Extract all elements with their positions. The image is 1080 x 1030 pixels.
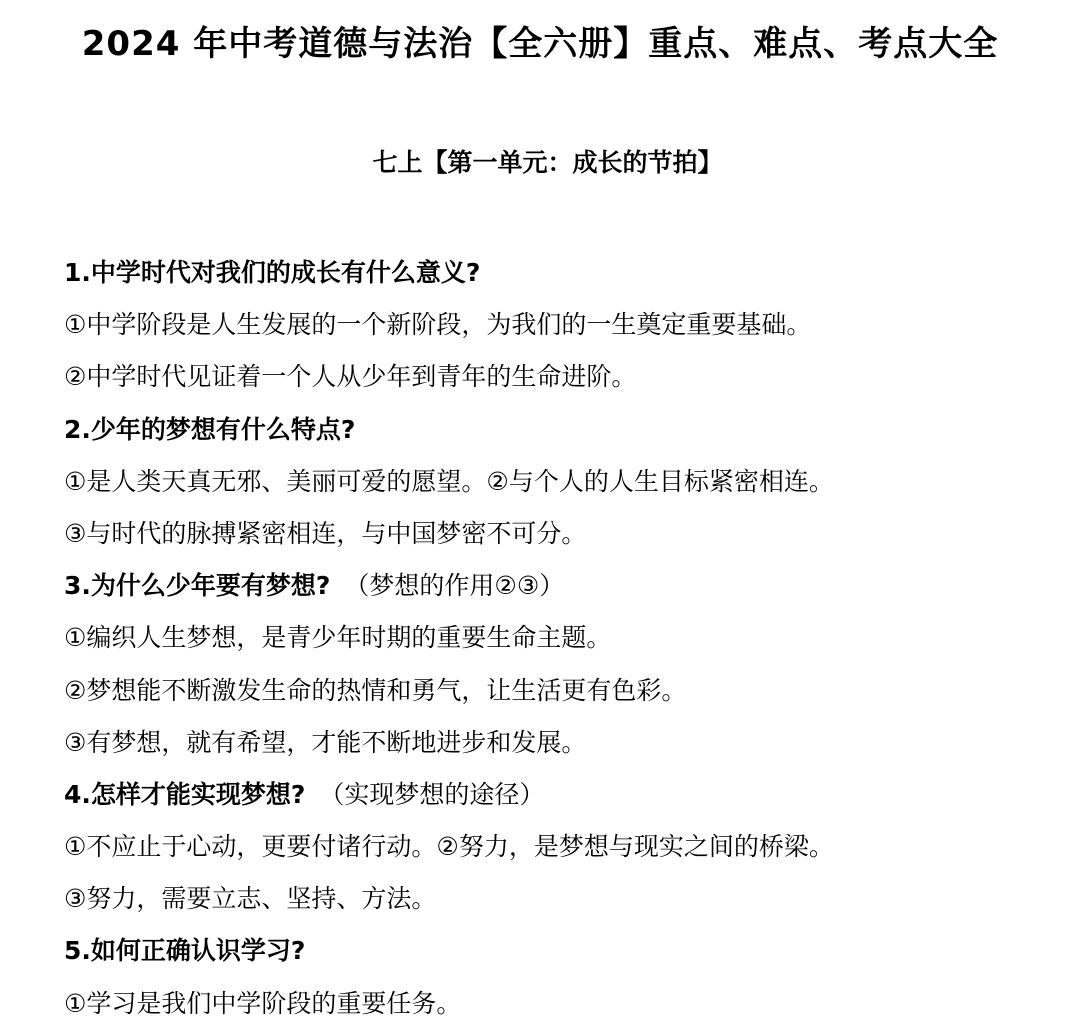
question-1: [64, 247, 1064, 299]
question-text: 4.怎样才能实现梦想?: [64, 779, 306, 809]
answer-line: ②中学时代见证着一个人从少年到青年的生命进阶。: [64, 362, 637, 392]
answer-line: ①编织人生梦想，是青少年时期的重要生命主题。: [64, 623, 612, 653]
question-4: [64, 769, 1064, 821]
question-2: [64, 404, 1064, 456]
answer-line: ①中学阶段是人生发展的一个新阶段，为我们的一生奠定重要基础。: [64, 310, 812, 340]
question-note: （实现梦想的途径）: [319, 779, 545, 809]
question-text: 3.为什么少年要有梦想?: [64, 571, 331, 601]
answer-line: ①不应止于心动，更要付诸行动。②努力，是梦想与现实之间的桥梁。: [64, 832, 834, 862]
section-heading: 七上【第一单元：成长的节拍】: [372, 148, 723, 177]
answer-line: ③有梦想，就有希望，才能不断地进步和发展。: [64, 727, 587, 757]
qa-content: [64, 247, 1064, 1030]
question-5: [64, 925, 1064, 977]
answer-line: ③与时代的脉搏紧密相连，与中国梦密不可分。: [64, 518, 587, 548]
question-text: 2.少年的梦想有什么特点?: [64, 414, 356, 444]
question-3: [64, 560, 1064, 612]
answer-line: ①学习是我们中学阶段的重要任务。: [64, 988, 462, 1018]
question-text: 5.如何正确认识学习?: [64, 936, 306, 966]
answer-line: ①是人类天真无邪、美丽可爱的愿望。②与个人的人生目标紧密相连。: [64, 466, 834, 496]
answer-line: ②梦想能不断激发生命的热情和勇气，让生活更有色彩。: [64, 675, 687, 705]
question-text: 1.中学时代对我们的成长有什么意义?: [64, 258, 481, 287]
question-note: （梦想的作用②③）: [344, 571, 565, 601]
answer-line: ③努力，需要立志、坚持、方法。: [64, 884, 437, 914]
document-title: 2024 年中考道德与法治【全六册】重点、难点、考点大全: [81, 24, 999, 64]
